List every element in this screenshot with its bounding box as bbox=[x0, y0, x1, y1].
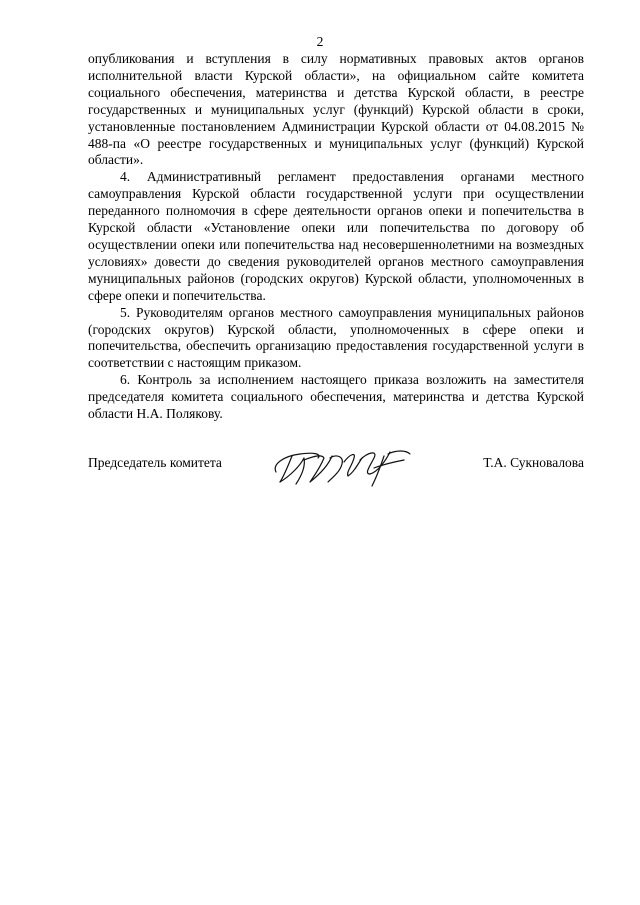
handwritten-signature-icon bbox=[270, 442, 420, 488]
paragraph-continuation: опубликования и вступления в силу нормативных правовых актов органов исполнительной власти Курской области», на официальном сайте комитета социального обеспечения, материнства и детства Курской области, в реестре государственных и муниципальных услуг (функций) Курской области в сроки, установленные постановлением Администрации Курской области от 04.08.2015 № 488-па «О реестре государственных и муниципальных услуг (функций) Курской области». bbox=[88, 51, 584, 168]
paragraph-6: 6. Контроль за исполнением настоящего приказа возложить на заместителя председателя комитета социального обеспечения, материнства и детства Курской области Н.А. Полякову. bbox=[88, 372, 584, 422]
signatory-name: Т.А. Сукновалова bbox=[483, 455, 584, 470]
signature-block bbox=[88, 454, 584, 494]
paragraph-5: 5. Руководителям органов местного самоуправления муниципальных районов (городских округов) Курской области, уполномоченных в сфере опеки и попечительства, обеспечить организацию предоставления государственной услуги в соответствии с настоящим приказом. bbox=[88, 304, 584, 371]
signatory-title: Председатель комитета bbox=[88, 455, 222, 470]
page-number: 2 bbox=[316, 34, 324, 49]
document-body bbox=[88, 51, 584, 423]
paragraph-4: 4. Административный регламент предоставления органами местного самоуправления Курской области государственной услуги при осуществлении переданного полномочия в сфере деятельности органов опеки и попечительства в Курской области «Установление опеки или попечительства по договору об осуществлении опеки или попечительства над несовершеннолетними на возмездных условиях» довести до сведения руководителей органов местного самоуправления муниципальных районов (городских округов) Курской области, уполномоченных в сфере опеки и попечительства. bbox=[88, 169, 584, 303]
